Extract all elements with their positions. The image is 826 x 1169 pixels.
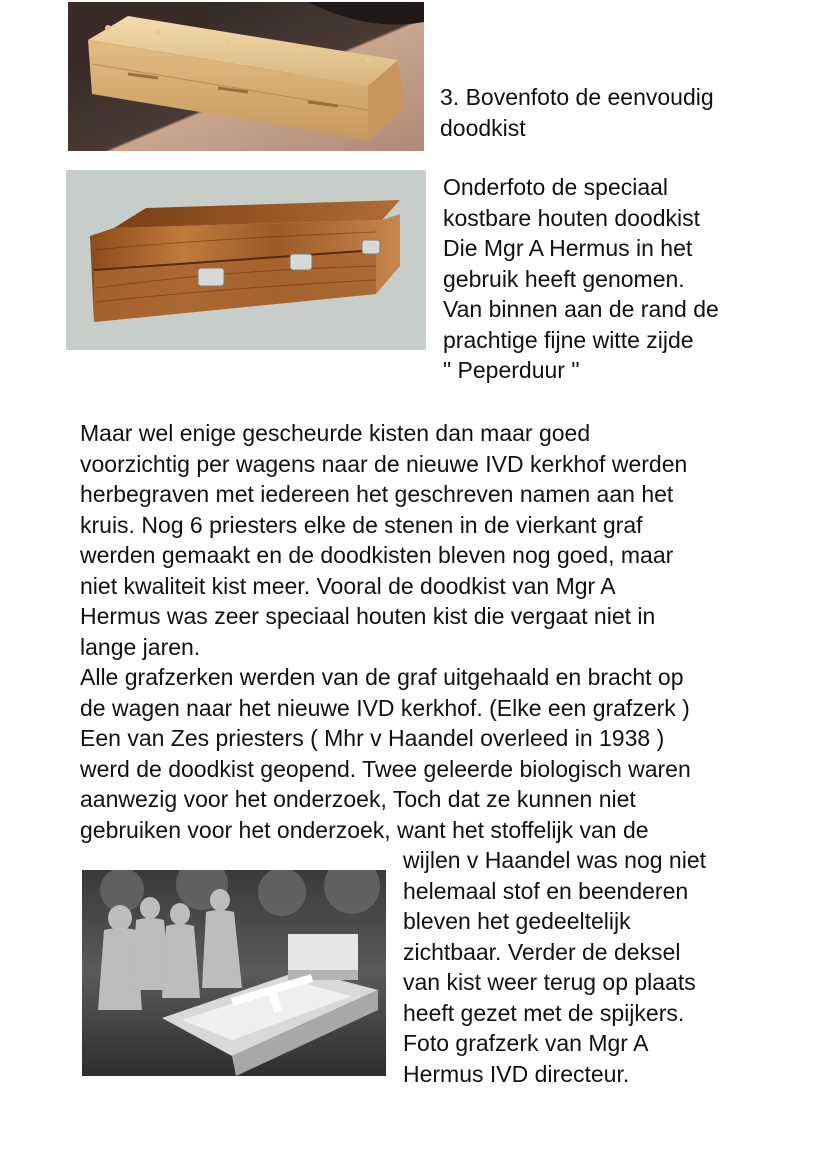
body-line: Een van Zes priesters ( Mhr v Haandel overleed in 1938 ) [80, 725, 665, 751]
caption-line: Die Mgr A Hermus in het [443, 235, 693, 261]
caption-line: doodkist [440, 114, 526, 141]
wooden-coffin-photo [66, 170, 426, 350]
body-line: bleven het gedeeltelijk [403, 908, 631, 934]
body-line: Maar wel enige gescheurde kisten dan maar goed [80, 420, 591, 446]
body-line: zichtbaar. Verder de deksel [403, 938, 681, 965]
caption-line: Onderfoto de speciaal [443, 174, 669, 200]
caption-bottom [443, 172, 719, 386]
body-line: heeft gezet met de spijkers. [403, 999, 685, 1026]
body-line: Hermus was zeer speciaal houten kist die vergaat niet in [80, 603, 656, 629]
body-line: Hermus IVD directeur. [403, 1060, 630, 1087]
pine-coffin-photo [68, 2, 424, 151]
continuation-paragraph [403, 845, 706, 1089]
body-line: lange jaren. [80, 633, 201, 660]
caption-top [440, 82, 714, 143]
body-line: de wagen naar het nieuwe IVD kerkhof. (Elke een grafzerk ) [80, 694, 690, 721]
body-line: werden gemaakt en de doodkisten bleven nog goed, maar [80, 542, 674, 568]
body-line: aanwezig voor het onderzoek, Toch dat ze kunnen niet [80, 786, 636, 812]
gravestone-photo [82, 870, 386, 1076]
body-line: niet kwaliteit kist meer. Vooral de doodkist van Mgr A [80, 572, 616, 599]
body-line: gebruiken voor het onderzoek, want het stoffelijk van de [80, 816, 649, 843]
body-line: voorzichtig per wagens naar de nieuwe IVD kerkhof werden [80, 450, 688, 477]
body-paragraph [80, 418, 691, 845]
body-line: herbegraven met iedereen het geschreven namen aan het [80, 481, 674, 507]
body-line: werd de doodkist geopend. Twee geleerde biologisch waren [80, 755, 691, 782]
caption-line: gebruik heeft genomen. [443, 265, 685, 292]
caption-line: " Peperduur " [443, 357, 580, 383]
body-line: Foto grafzerk van Mgr A [403, 1030, 649, 1056]
body-line: wijlen v Haandel was nog niet [403, 847, 707, 873]
body-line: kruis. Nog 6 priesters elke de stenen in de vierkant graf [80, 511, 643, 538]
caption-line: 3. Bovenfoto de eenvoudig [440, 84, 714, 110]
body-line: helemaal stof en beenderen [403, 877, 689, 904]
body-line: van kist weer terug op plaats [403, 969, 696, 995]
caption-line: prachtige fijne witte zijde [443, 326, 694, 353]
caption-line: kostbare houten doodkist [443, 204, 701, 231]
body-line: Alle grafzerken werden van de graf uitgehaald en bracht op [80, 664, 684, 690]
caption-line: Van binnen aan de rand de [443, 296, 719, 322]
